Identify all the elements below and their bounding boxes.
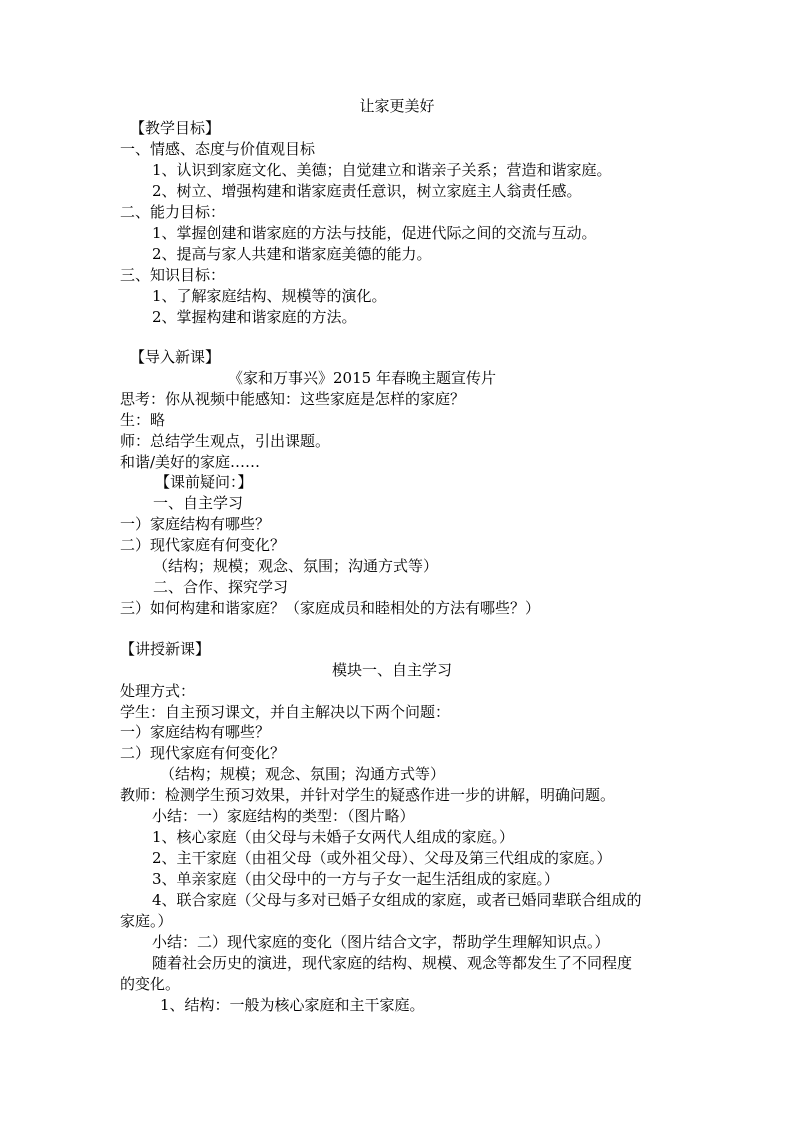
change-paragraph-continued: 的变化。 [120, 975, 181, 993]
pre-self-study: 一、自主学习 [153, 494, 244, 512]
goal-section-1-title: 一、情感、态度与价值观目标 [120, 140, 316, 158]
family-type-1: 1、核心家庭（由父母与未婚子女两代人组成的家庭。） [152, 828, 515, 846]
document-title: 让家更美好 [359, 97, 435, 115]
intro-harmony: 和谐/美好的家庭…… [120, 453, 261, 471]
lesson-heading: 【讲授新课】 [120, 640, 211, 658]
goal-3-2: 2、掌握构建和谐家庭的方法。 [152, 308, 357, 326]
goal-section-3-title: 三、知识目标： [120, 266, 226, 284]
family-type-4-continued: 家庭。） [120, 912, 173, 930]
change-paragraph: 随着社会历史的演进，现代家庭的结构、规模、观念等都发生了不同程度 [152, 954, 633, 972]
goal-2-2: 2、提高与家人共建和谐家庭美德的能力。 [152, 245, 432, 263]
pre-question-1: 一）家庭结构有哪些？ [120, 515, 271, 533]
pre-question-3: 三）如何构建和谐家庭？（家庭成员和睦相处的方法有哪些？） [120, 599, 541, 617]
module-1-title: 模块一、自主学习 [332, 661, 453, 679]
intro-student: 生：略 [120, 411, 166, 429]
family-type-2: 2、主干家庭（由祖父母（或外祖父母）、父母及第三代组成的家庭。） [152, 849, 612, 867]
family-type-4: 4、联合家庭（父母与多对已婚子女组成的家庭，或者已婚同辈联合组成的 [152, 891, 642, 909]
intro-heading: 【导入新课】 [130, 348, 221, 366]
question-2-note: （结构；规模；观念、氛围；沟通方式等） [160, 765, 446, 783]
goal-2-1: 1、掌握创建和谐家庭的方法与技能，促进代际之间的交流与互动。 [152, 224, 597, 242]
goal-1-2: 2、树立、增强构建和谐家庭责任意识，树立家庭主人翁责任感。 [152, 182, 582, 200]
goals-heading: 【教学目标】 [130, 119, 221, 137]
pre-question-2: 二）现代家庭有何变化？ [120, 536, 286, 554]
student-task: 学生：自主预习课文，并自主解决以下两个问题： [120, 703, 451, 721]
question-2: 二）现代家庭有何变化？ [120, 744, 286, 762]
pre-questions-heading: 【课前疑问：】 [155, 473, 253, 491]
goal-1-1: 1、认识到家庭文化、美德；自觉建立和谐亲子关系；营造和谐家庭。 [152, 161, 612, 179]
pre-question-2-note: （结构；规模；观念、氛围；沟通方式等） [153, 557, 439, 575]
summary-1: 小结：一）家庭结构的类型：（图片略） [152, 807, 415, 825]
goal-section-2-title: 二、能力目标： [120, 203, 226, 221]
intro-video: 《家和万事兴》2015 年春晚主题宣传片 [228, 369, 496, 387]
goal-3-1: 1、了解家庭结构、规模等的演化。 [152, 287, 387, 305]
question-1: 一）家庭结构有哪些？ [120, 723, 271, 741]
summary-2: 小结：二）现代家庭的变化（图片结合文字，帮助学生理解知识点。） [152, 933, 610, 951]
pre-cooperative-study: 二、合作、探究学习 [153, 578, 289, 596]
structure-point: 1、结构：一般为核心家庭和主干家庭。 [160, 996, 425, 1014]
handling-method: 处理方式： [120, 682, 196, 700]
intro-teacher: 师：总结学生观点，引出课题。 [120, 432, 331, 450]
family-type-3: 3、单亲家庭（由父母中的一方与子女一起生活组成的家庭。） [152, 870, 560, 888]
teacher-task: 教师：检测学生预习效果，并针对学生的疑惑作进一步的讲解，明确问题。 [120, 786, 616, 804]
intro-think: 思考：你从视频中能感知：这些家庭是怎样的家庭？ [120, 390, 466, 408]
